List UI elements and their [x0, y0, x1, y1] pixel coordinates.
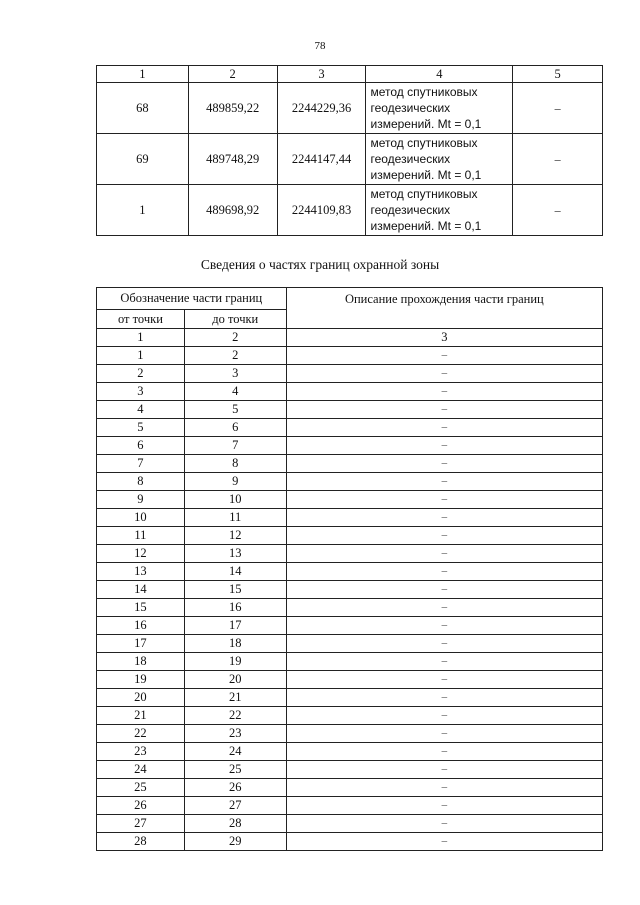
- description-cell: –: [286, 509, 602, 527]
- to-point: 4: [184, 383, 286, 401]
- to-point: 15: [184, 581, 286, 599]
- note-cell: –: [513, 134, 603, 185]
- header-description: Описание прохождения части границ: [286, 288, 602, 329]
- to-point: 5: [184, 401, 286, 419]
- table-row: [97, 455, 603, 473]
- description-cell: –: [286, 473, 602, 491]
- from-point: 14: [97, 581, 185, 599]
- column-number: 4: [366, 66, 513, 83]
- from-point: 1: [97, 347, 185, 365]
- method-line: метод спутниковых: [370, 85, 478, 99]
- description-cell: –: [286, 707, 602, 725]
- to-point: 25: [184, 761, 286, 779]
- note-cell: –: [513, 185, 603, 236]
- to-point: 20: [184, 671, 286, 689]
- to-point: 18: [184, 635, 286, 653]
- column-number: 2: [184, 329, 286, 347]
- description-cell: –: [286, 437, 602, 455]
- column-number: 3: [286, 329, 602, 347]
- description-cell: –: [286, 527, 602, 545]
- table-row: [97, 527, 603, 545]
- column-number: 2: [188, 66, 277, 83]
- table-row: [97, 365, 603, 383]
- to-point: 8: [184, 455, 286, 473]
- table-row: [97, 509, 603, 527]
- table-row: [97, 437, 603, 455]
- description-cell: –: [286, 419, 602, 437]
- to-point: 9: [184, 473, 286, 491]
- coordinate-x: 489859,22: [188, 83, 277, 134]
- table-row: [97, 761, 603, 779]
- to-point: 2: [184, 347, 286, 365]
- description-cell: –: [286, 581, 602, 599]
- to-point: 7: [184, 437, 286, 455]
- from-point: 15: [97, 599, 185, 617]
- from-point: 9: [97, 491, 185, 509]
- coordinate-y: 2244229,36: [277, 83, 366, 134]
- column-number: 3: [277, 66, 366, 83]
- boundary-parts-table: [96, 287, 603, 851]
- description-cell: –: [286, 653, 602, 671]
- section-title: Сведения о частях границ охранной зоны: [200, 257, 440, 272]
- from-point: 13: [97, 563, 185, 581]
- table-row: [97, 743, 603, 761]
- to-point: 12: [184, 527, 286, 545]
- coordinates-table: [96, 65, 603, 236]
- table-row: [97, 833, 603, 851]
- from-point: 8: [97, 473, 185, 491]
- table-row: [97, 815, 603, 833]
- to-point: 24: [184, 743, 286, 761]
- from-point: 20: [97, 689, 185, 707]
- from-point: 18: [97, 653, 185, 671]
- description-cell: –: [286, 401, 602, 419]
- from-point: 7: [97, 455, 185, 473]
- from-point: 3: [97, 383, 185, 401]
- to-point: 28: [184, 815, 286, 833]
- from-point: 2: [97, 365, 185, 383]
- table-row: [97, 563, 603, 581]
- from-point: 19: [97, 671, 185, 689]
- method-line: метод спутниковых: [370, 187, 478, 201]
- point-number: 69: [97, 134, 189, 185]
- table-row: [97, 635, 603, 653]
- description-cell: –: [286, 833, 602, 851]
- method-line: геодезических: [370, 203, 451, 217]
- column-number-row: [97, 329, 603, 347]
- description-cell: –: [286, 545, 602, 563]
- to-point: 14: [184, 563, 286, 581]
- to-point: 26: [184, 779, 286, 797]
- method-description: [366, 134, 513, 185]
- description-cell: –: [286, 491, 602, 509]
- page-number: 78: [314, 40, 326, 52]
- description-cell: –: [286, 797, 602, 815]
- point-number: 68: [97, 83, 189, 134]
- table-row: [97, 419, 603, 437]
- description-cell: –: [286, 383, 602, 401]
- description-cell: –: [286, 347, 602, 365]
- description-cell: –: [286, 761, 602, 779]
- method-line: измерений. Mt = 0,1: [370, 168, 482, 182]
- from-point: 22: [97, 725, 185, 743]
- table-row: [97, 347, 603, 365]
- method-line: измерений. Mt = 0,1: [370, 117, 482, 131]
- to-point: 27: [184, 797, 286, 815]
- coordinates-header-row: [97, 66, 603, 83]
- header-group-designation: Обозначение части границ: [97, 288, 287, 310]
- method-line: измерений. Mt = 0,1: [370, 219, 482, 233]
- from-point: 26: [97, 797, 185, 815]
- to-point: 22: [184, 707, 286, 725]
- table-row: [97, 383, 603, 401]
- coordinate-x: 489748,29: [188, 134, 277, 185]
- table-row: [97, 599, 603, 617]
- table-row: [97, 134, 603, 185]
- column-number: 5: [513, 66, 603, 83]
- method-line: геодезических: [370, 152, 451, 166]
- table-row: [97, 689, 603, 707]
- table-row: [97, 545, 603, 563]
- description-cell: –: [286, 635, 602, 653]
- from-point: 6: [97, 437, 185, 455]
- description-cell: –: [286, 455, 602, 473]
- from-point: 11: [97, 527, 185, 545]
- from-point: 16: [97, 617, 185, 635]
- coordinate-y: 2244109,83: [277, 185, 366, 236]
- to-point: 19: [184, 653, 286, 671]
- from-point: 27: [97, 815, 185, 833]
- description-cell: –: [286, 599, 602, 617]
- description-cell: –: [286, 617, 602, 635]
- from-point: 12: [97, 545, 185, 563]
- description-cell: –: [286, 815, 602, 833]
- description-cell: –: [286, 563, 602, 581]
- method-line: метод спутниковых: [370, 136, 478, 150]
- table-row: [97, 185, 603, 236]
- table-row: [97, 653, 603, 671]
- to-point: 21: [184, 689, 286, 707]
- from-point: 17: [97, 635, 185, 653]
- header-to-point: до точки: [184, 310, 286, 329]
- parts-header-row: [97, 288, 603, 310]
- to-point: 3: [184, 365, 286, 383]
- from-point: 23: [97, 743, 185, 761]
- method-description: [366, 83, 513, 134]
- from-point: 4: [97, 401, 185, 419]
- coordinate-y: 2244147,44: [277, 134, 366, 185]
- method-description: [366, 185, 513, 236]
- column-number: 1: [97, 329, 185, 347]
- method-line: геодезических: [370, 101, 451, 115]
- table-row: [97, 401, 603, 419]
- from-point: 21: [97, 707, 185, 725]
- table-row: [97, 581, 603, 599]
- description-cell: –: [286, 671, 602, 689]
- table-row: [97, 83, 603, 134]
- to-point: 13: [184, 545, 286, 563]
- from-point: 5: [97, 419, 185, 437]
- column-number: 1: [97, 66, 189, 83]
- table-row: [97, 725, 603, 743]
- table-row: [97, 617, 603, 635]
- table-row: [97, 779, 603, 797]
- from-point: 10: [97, 509, 185, 527]
- to-point: 6: [184, 419, 286, 437]
- to-point: 16: [184, 599, 286, 617]
- to-point: 17: [184, 617, 286, 635]
- table-row: [97, 707, 603, 725]
- to-point: 29: [184, 833, 286, 851]
- header-from-point: от точки: [97, 310, 185, 329]
- point-number: 1: [97, 185, 189, 236]
- coordinate-x: 489698,92: [188, 185, 277, 236]
- description-cell: –: [286, 689, 602, 707]
- table-row: [97, 671, 603, 689]
- to-point: 10: [184, 491, 286, 509]
- from-point: 24: [97, 761, 185, 779]
- description-cell: –: [286, 743, 602, 761]
- description-cell: –: [286, 365, 602, 383]
- to-point: 23: [184, 725, 286, 743]
- from-point: 25: [97, 779, 185, 797]
- description-cell: –: [286, 779, 602, 797]
- table-row: [97, 797, 603, 815]
- description-cell: –: [286, 725, 602, 743]
- table-row: [97, 473, 603, 491]
- from-point: 28: [97, 833, 185, 851]
- to-point: 11: [184, 509, 286, 527]
- note-cell: –: [513, 83, 603, 134]
- table-row: [97, 491, 603, 509]
